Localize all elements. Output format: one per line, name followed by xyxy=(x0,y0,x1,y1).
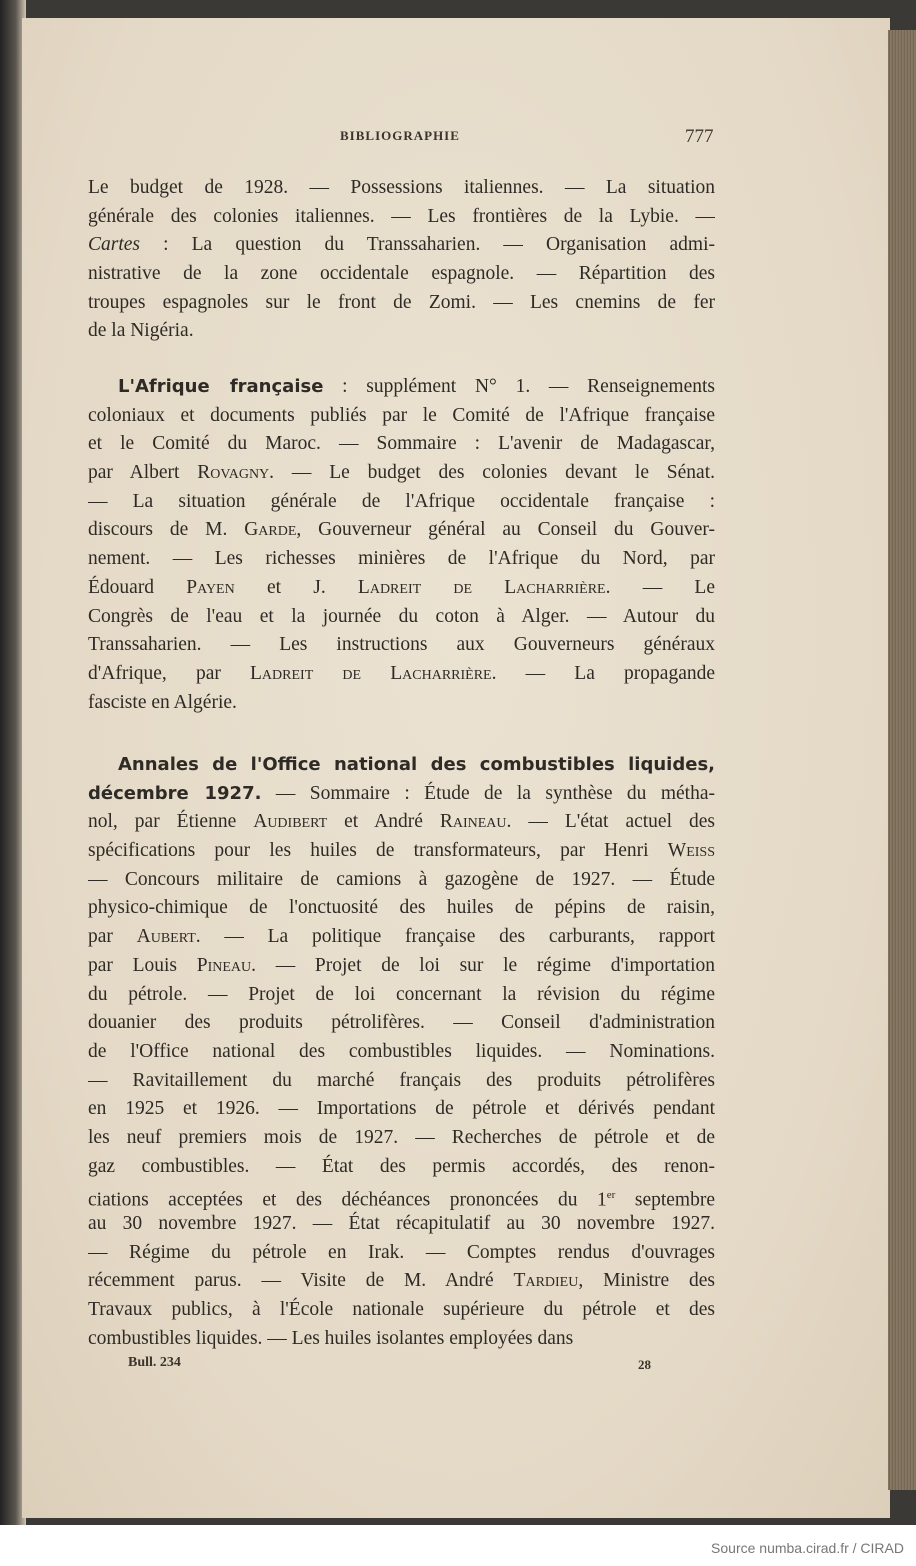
author-name: Rovagny xyxy=(197,462,270,484)
text-run: de la Nigéria. xyxy=(88,320,194,342)
text-run: . — La propagande xyxy=(491,662,715,684)
text-run: . — L'état actuel des xyxy=(506,811,715,833)
text-run: — Ravitaillement du marché français des produits pétrolifères xyxy=(88,1069,715,1091)
text-run: douanier des produits pétrolifères. — Conseil d'administration xyxy=(88,1012,715,1034)
author-name: Ladreit de Lacharrière xyxy=(250,662,492,684)
publication-title: Annales de l'Office national des combustibles liquides, xyxy=(118,754,715,775)
paragraph-colonies xyxy=(88,174,715,346)
text-run: coloniaux et documents publiés par le Comité de l'Afrique française xyxy=(88,404,715,426)
author-name: Raineau xyxy=(439,811,507,833)
text-line xyxy=(88,1095,715,1124)
text-line xyxy=(88,231,715,260)
page-stack-edge xyxy=(888,30,916,1490)
text-line xyxy=(88,545,715,574)
text-run: d'Afrique, par xyxy=(88,662,251,684)
source-credit[interactable]: Source numba.cirad.fr / CIRAD xyxy=(711,1540,904,1556)
text-run: nement. — Les richesses minières de l'Afrique du Nord, par xyxy=(88,548,715,570)
text-run: générale des colonies italiennes. — Les frontières de la Lybie. — xyxy=(88,205,715,227)
text-line xyxy=(88,1296,715,1325)
text-line xyxy=(88,174,715,203)
text-line xyxy=(88,317,715,346)
text-run: de l'Office national des combustibles liquides. — Nominations. xyxy=(88,1040,715,1062)
text-run: récemment parus. — Visite de M. André xyxy=(88,1270,514,1292)
text-run: fasciste en Algérie. xyxy=(88,691,237,713)
text-line xyxy=(88,894,715,923)
text-line xyxy=(88,1239,715,1268)
paragraph-afrique-francaise xyxy=(88,373,715,717)
text-line xyxy=(88,488,715,517)
text-run: par Albert xyxy=(88,462,198,484)
text-run: . — Le xyxy=(605,576,715,598)
text-line xyxy=(88,1153,715,1182)
text-line xyxy=(88,689,715,718)
text-line xyxy=(88,1009,715,1038)
text-line xyxy=(88,430,715,459)
text-run: . — Le budget des colonies devant le Sénat. xyxy=(269,462,715,484)
text-line xyxy=(88,1267,715,1296)
publication-title: L'Afrique française xyxy=(118,376,324,397)
author-name: Garde xyxy=(244,519,297,541)
text-line xyxy=(88,603,715,632)
text-run: , Gouverneur général au Conseil du Gouver- xyxy=(296,519,715,541)
text-run: gaz combustibles. — État des permis accordés, des renon- xyxy=(88,1155,715,1177)
text-run: nol, par Étienne xyxy=(88,811,254,833)
footer-signature: Bull. 234 xyxy=(128,1355,181,1370)
text-run: par Louis xyxy=(88,954,197,976)
text-line xyxy=(88,751,715,780)
text-run: Édouard xyxy=(88,576,187,598)
text-run: et le Comité du Maroc. — Sommaire : L'avenir de Madagascar, xyxy=(88,433,715,455)
text-run: nistrative de la zone occidentale espagnole. — Répartition des xyxy=(88,263,715,285)
page-number: 777 xyxy=(685,126,714,147)
text-run: . — La politique française des carburants, rapport xyxy=(195,926,715,948)
text-run: Le budget de 1928. — Possessions italiennes. — La situation xyxy=(88,177,715,198)
italic-text: Cartes xyxy=(88,234,141,256)
text-line xyxy=(88,574,715,603)
text-run: discours de M. xyxy=(88,519,245,541)
author-name: Ladreit de Lacharrière xyxy=(357,576,606,598)
text-line xyxy=(88,866,715,895)
text-line xyxy=(88,923,715,952)
text-run: Congrès de l'eau et la journée du coton à Alger. — Autour du xyxy=(88,605,715,627)
text-run: et J. xyxy=(234,576,358,598)
author-name: Pineau xyxy=(196,954,252,976)
text-line xyxy=(88,402,715,431)
text-run: . — Projet de loi sur le régime d'importation xyxy=(251,954,715,976)
text-line xyxy=(88,808,715,837)
text-line xyxy=(88,516,715,545)
text-run: spécifications pour les huiles de transformateurs, par Henri xyxy=(88,840,668,862)
text-line xyxy=(88,952,715,981)
text-run: troupes espagnoles sur le front de Zomi. — Les cnemins de fer xyxy=(88,291,715,313)
text-run: : La question du Transsaharien. — Organisation admi- xyxy=(140,234,715,256)
text-line xyxy=(88,1038,715,1067)
text-run: — Régime du pétrole en Irak. — Comptes rendus d'ouvrages xyxy=(88,1241,715,1263)
text-run: : supplément N° 1. — Renseignements xyxy=(323,376,715,397)
text-run: Travaux publics, à l'École nationale supérieure du pétrole et des xyxy=(88,1299,715,1321)
text-line xyxy=(88,981,715,1010)
author-name: Tardieu xyxy=(513,1270,579,1292)
text-line xyxy=(88,780,715,809)
text-run: par xyxy=(88,926,137,948)
text-run: les neuf premiers mois de 1927. — Recherches de pétrole et de xyxy=(88,1126,715,1148)
text-line xyxy=(88,1181,715,1210)
author-name: Audibert xyxy=(253,811,328,833)
text-run: , Ministre des xyxy=(578,1270,715,1292)
superscript: er xyxy=(606,1189,616,1202)
footer-sheet-number: 28 xyxy=(638,1357,651,1372)
text-line xyxy=(88,660,715,689)
text-line xyxy=(88,260,715,289)
text-line xyxy=(88,1210,715,1239)
text-run: en 1925 et 1926. — Importations de pétrole et dérivés pendant xyxy=(88,1098,715,1120)
publication-title: décembre 1927. xyxy=(88,782,262,804)
text-run: ciations acceptées et des déchéances prononcées du 1 xyxy=(88,1189,607,1210)
text-run: combustibles liquides. — Les huiles isolantes employées dans xyxy=(88,1327,574,1349)
author-name: Aubert xyxy=(136,926,196,948)
text-line xyxy=(88,837,715,866)
text-line xyxy=(88,373,715,402)
text-run: — Sommaire : Étude de la synthèse du métha- xyxy=(261,782,715,804)
text-line xyxy=(88,1325,715,1354)
paragraph-annales-combustibles xyxy=(88,751,715,1353)
text-line xyxy=(88,631,715,660)
text-line xyxy=(88,289,715,318)
text-line xyxy=(88,1124,715,1153)
author-name: Payen xyxy=(186,576,235,598)
text-line xyxy=(88,203,715,232)
text-run: septembre xyxy=(615,1189,715,1210)
text-line xyxy=(88,1067,715,1096)
text-run: — Concours militaire de camions à gazogène de 1927. — Étude xyxy=(88,868,715,890)
text-run: et André xyxy=(327,811,440,833)
running-title: BIBLIOGRAPHIE xyxy=(340,128,460,143)
text-run: Transsaharien. — Les instructions aux Gouverneurs généraux xyxy=(88,634,715,656)
text-run: physico-chimique de l'onctuosité des huiles de pépins de raisin, xyxy=(88,897,715,919)
text-line xyxy=(88,459,715,488)
text-run: — La situation générale de l'Afrique occidentale française : xyxy=(88,490,715,512)
author-name: Weiss xyxy=(667,840,715,862)
text-run: du pétrole. — Projet de loi concernant la révision du régime xyxy=(88,983,715,1005)
text-run: au 30 novembre 1927. — État récapitulatif au 30 novembre 1927. xyxy=(88,1213,715,1234)
